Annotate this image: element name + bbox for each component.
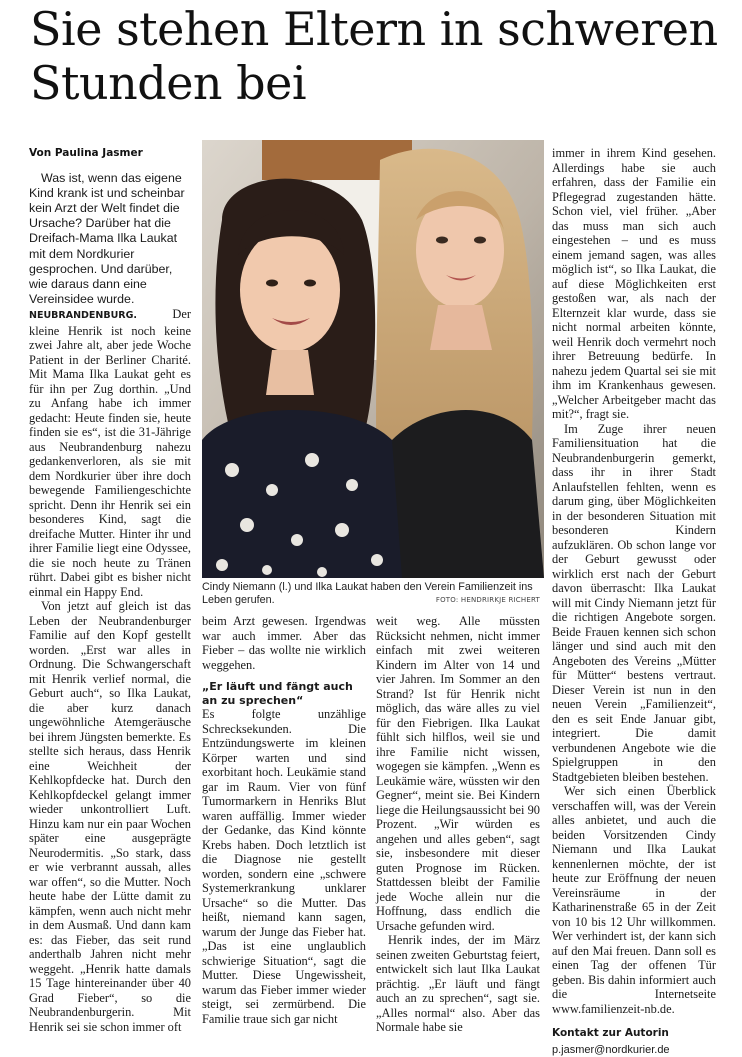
body-paragraph: Von jetzt auf gleich ist das Leben der Neubrandenburger Familie auf den Kopf gestellt worden. „Erst war alles in Ordnung. Die Schwangerschaft mit Henrik verlief normal, die Geburt auch“, so Ilka Laukat, die aber kurz danach ungewöhnliche Atemgeräusche bei ihrem Jüngsten bemerkte. Es stellte sich heraus, dass Henrik eine Weichheit der Kehlkopfdecke hat. Durch den Kehlkopfdeckel gelangt immer wieder unkontrolliert Luft. Hinzu kam nur ein paar Wochen später eine ausgeprägte Neurodermitis. „So stark, dass er wie verbrannt aussah, alles war offen“, so die Mutter. Noch heute habe der Lütte damit zu kämpfen, wenn auch nicht mehr in dem Ausmaß. Und dann kam es: das Fieber, das seit rund anderthalb Jahren nicht mehr weggeht. „Henrik hatte damals 15 Tage hintereinander über 40 Grad Fieber“, so die Neubrandenburgerin. Mit Henrik sei sie schon immer oft [29,599,191,1034]
body-paragraph: Im Zuge ihrer neuen Familiensituation hat die Neubrandenburgerin gemerkt, dass ihr in ihrer Stadt Anlaufstellen fehlten, wenn es darum ging, über Möglichkeiten in der besonderen Situation mit besonderen Kindern aufzuklären. Ob schon lange vor der Geburt gewusst oder wirklich erst nach der Geburt davon überrascht: Ilka Laukat will mit Cindy Niemann jetzt für die richtigen Angebote sorgen. Beide Frauen kennen sich schon länger und sind auch mit den Angeboten des Vereins „Mütter für Mütter“ bestens vertraut. Dieser Verein ist nun in den neuen Verein „Familienzeit“, den es seit Ende Januar gibt, integriert. Die damit verbundenen Angebote wie die Spielgruppen in den Stadtgebieten bleiben bestehen. [552,422,716,785]
byline: Von Paulina Jasmer [29,146,191,161]
article-column-4 [552,146,716,1057]
photo-illustration [202,140,544,578]
dateline: NEUBRANDENBURG. [29,310,137,321]
subheading: „Er läuft und fängt auch an zu sprechen“ [202,680,366,707]
headline: Sie stehen Eltern in schweren Stunden bei [30,2,730,110]
body-paragraph [29,307,191,599]
body-text: Der kleine Henrik ist noch keine zwei Jahre alt, aber jede Woche Patient in der Berliner Charité. Mit Mama Ilka Laukat geht es für ihn per Zug dorthin. „Und zu Anfang habe ich immer gedacht: Heute finden sie, heute finden sie es“, ist die 31-Jährige aus Neubrandenburg nahezu gedankenverloren, als sie mit dem Nordkurier über ihre doch bewegende Familiengeschichte spricht. Denn ihr Henrik sei ein besonderes Kind, sagt die dreifache Mutter. Hinter ihr und ihrer Familie liegt eine Odyssee, die sie noch heute zu Tränen rührt. Dabei gibt es bisher nicht einmal ein Happy End. [29,307,191,599]
contact-email[interactable]: p.jasmer@nordkurier.de [552,1043,716,1057]
body-paragraph: weit weg. Alle müssten Rücksicht nehmen, nicht immer einfach mit zwei weiteren Kindern im Alter von 14 und vier Jahren. Im Sommer an den Strand? Ist für Henrik nicht möglich, das wäre alles zu viel für den Fiebrigen. Ilka Laukat fühlt sich hilflos, weil sie und ihre Familie nicht wissen, wogegen sie kämpfen. „Wenn es Leukämie wäre, wüssten wir den Gegner“, meint sie. Bei Kindern liege die Heilungsaussicht bei 90 Prozent. „Wir würden es angehen und alles geben“, sagt sie, insbesondere mit dieser guten Prognose im Rücken. Stattdessen bleibt der Familie jede Woche allein nur die Hoffnung, dass endlich die Ursache gefunden wird. [376,614,540,933]
intro-text: Was ist, wenn das eigene Kind krank ist und scheinbar kein Arzt der Welt findet die Ursache? Darüber hat die Dreifach-Mama Ilka Laukat mit dem Nordkurier gesprochen. Und darüber, wie daraus dann eine Vereinsidee wurde. [29,171,191,308]
body-paragraph: immer in ihrem Kind gesehen. Allerdings habe sie auch erfahren, dass der Familie ein Pflegegrad zugestanden hätte. Schon viel, viel früher. „Aber das muss man sich auch eingestehen – und es muss einem jemand sagen, was alles möglich ist“, so Ilka Laukat, die auf diese Möglichkeiten erst gestoßen war, als nach der Elternzeit klar wurde, dass sie nicht normal arbeiten könnte, weil Henrik doch vermehrt noch ihrer Betreuung bedürfe. In nahezu jedem Quartal sei sie mit ihm im Krankenhaus gewesen. „Welcher Arbeitgeber macht das mit?“, fragt sie. [552,146,716,422]
contact-title: Kontakt zur Autorin [552,1026,716,1041]
photo-caption: Cindy Niemann (l.) und Ilka Laukat haben den Verein Familienzeit ins Leben gerufen. [202,581,544,607]
body-paragraph: Es folgte unzählige Schrecksekunden. Die Entzündungswerte im kleinen Körper warten und sind exorbitant hoch. Leukämie stand gar im Raum. Vier von fünf Tumormarkern in Henriks Blut waren auffällig. Immer wieder der Gedanke, das Kind könnte Krebs haben. Doch letztlich ist die Diagnose nie gestellt worden, sondern eine „schwere Systemerkrankung unklarer Ursache“ so die Mutter. Das heißt, niemand kann sagen, warum der Junge das Fieber hat. „Das ist eine unglaublich schwierige Situation“, sagt die Mutter. Diese Ungewissheit, warum das Fieber immer wieder steigt, sei zermürbend. Die Familie traue sich gar nicht [202,707,366,1026]
article-column-1 [29,146,191,1034]
photo-credit: FOTO: HENDRIRKJE RICHERT [202,596,540,604]
article-column-3 [376,614,540,1035]
body-paragraph: beim Arzt gewesen. Irgendwas war auch immer. Aber das Fieber – das wollte nie wirklich weggehen. [202,614,366,672]
body-paragraph: Wer sich einen Überblick verschaffen will, was der Verein alles anbietet, und auch die beiden Vorsitzenden Cindy Niemann und Ilka Laukat kennenlernen möchte, der ist heute zur Eröffnung der neuen Vereinsräume in der Katharinenstraße 65 in der Zeit von 10 bis 12 Uhr willkommen. Wer verhindert ist, der kann sich auf den Mai freuen. Dann soll es einen Tag der offenen Tür geben. Bis dahin informiert auch die Internetseite www.familienzeit-nb.de. [552,784,716,1016]
article-column-2 [202,614,366,1026]
article-photo [202,140,544,578]
body-paragraph: Henrik indes, der im März seinen zweiten Geburtstag feiert, entwickelt sich laut Ilka Laukat prächtig. „Er läuft und fängt auch an zu sprechen“, sagt sie. „Alles normal“ also. Aber das Normale habe sie [376,933,540,1035]
